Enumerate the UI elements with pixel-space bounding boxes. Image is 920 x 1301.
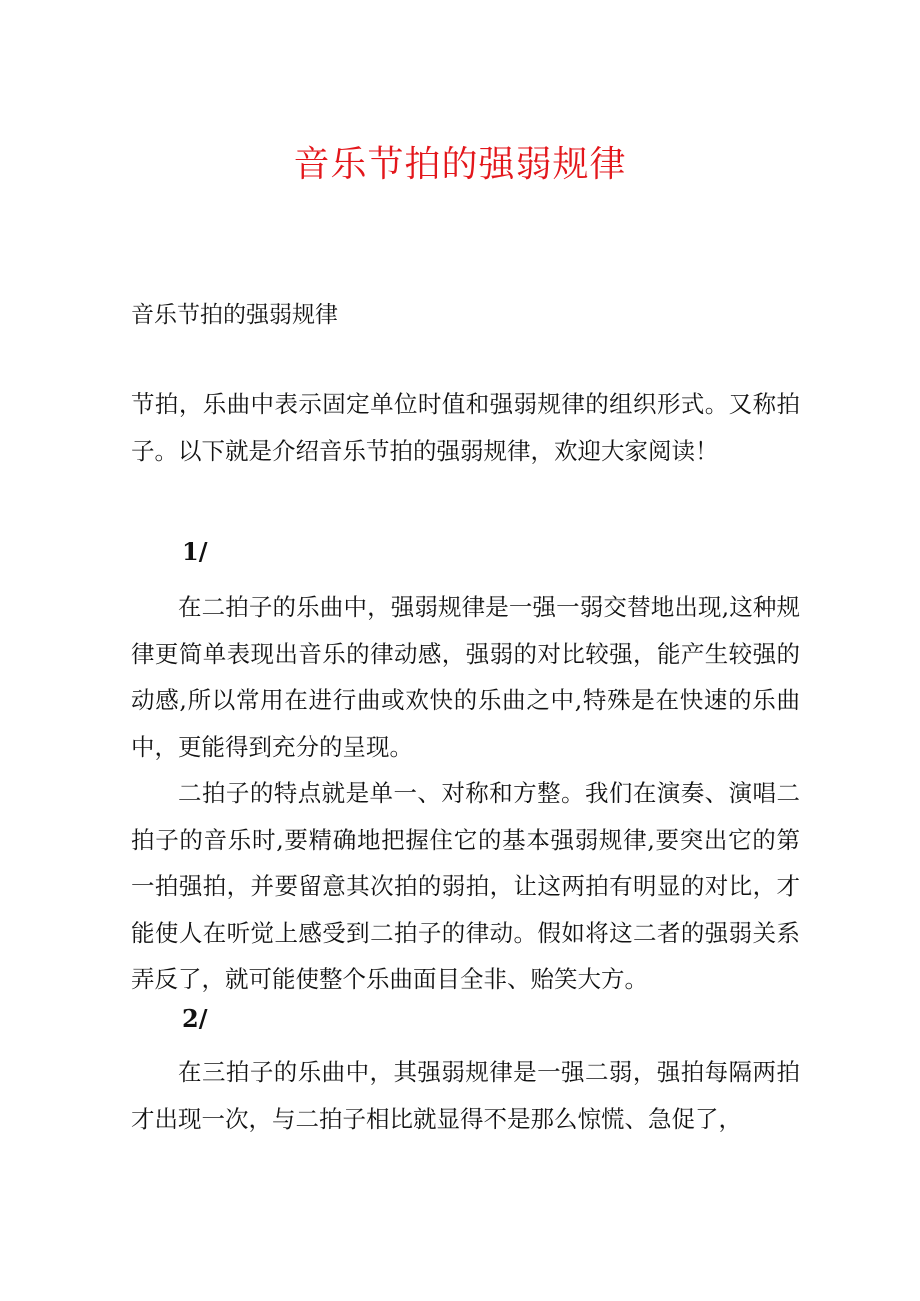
section-paragraph: 在二拍子的乐曲中，强弱规律是一强一弱交替地出现,这种规律更简单表现出音乐的律动感，强弱的对比较强，能产生较强的动感,所以常用在进行曲或欢快的乐曲之中,特殊是在快速的乐曲中，更能得到充分的呈现。 (131, 593, 800, 761)
document-subtitle: 音乐节拍的强弱规律 (131, 302, 338, 328)
section-body (131, 584, 800, 1003)
section-number: 2/ (182, 1004, 208, 1033)
document-title: 音乐节拍的强弱规律 (293, 144, 627, 185)
intro-text: 节拍，乐曲中表示固定单位时值和强弱规律的组织形式。又称拍子。以下就是介绍音乐节拍的强弱规律，欢迎大家阅读！ (131, 390, 800, 465)
section-number: 1/ (182, 537, 208, 566)
section-paragraph: 在三拍子的乐曲中，其强弱规律是一强二弱，强拍每隔两拍才出现一次，与二拍子相比就显得不是那么惊慌、急促了， (131, 1058, 800, 1133)
section-body (131, 1049, 800, 1142)
intro-paragraph (131, 381, 800, 474)
section-paragraph: 二拍子的特点就是单一、对称和方整。我们在演奏、演唱二拍子的音乐时,要精确地把握住它的基本强弱规律,要突出它的第一拍强拍，并要留意其次拍的弱拍，让这两拍有明显的对比，才能使人在听觉上感受到二拍子的律动。假如将这二者的强弱关系弄反了，就可能使整个乐曲面目全非、贻笑大方。 (131, 779, 800, 993)
